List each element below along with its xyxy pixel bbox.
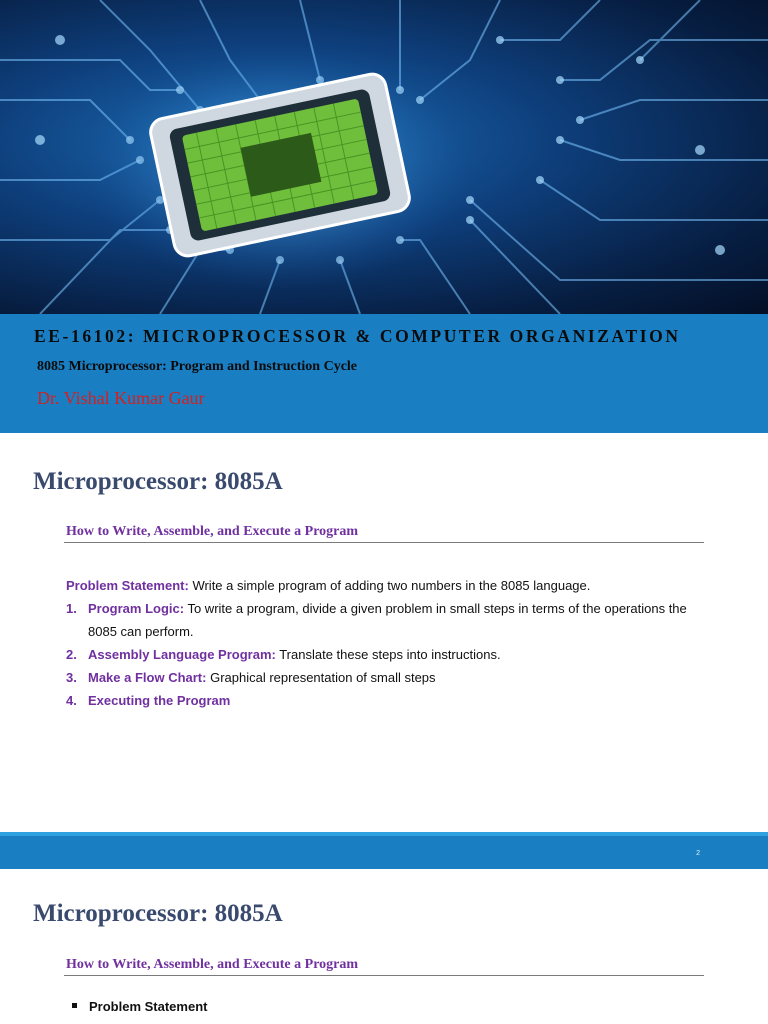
cpu-chip-illustration	[0, 0, 768, 314]
list-item	[88, 643, 688, 666]
list-item	[88, 689, 688, 712]
problem-label: Problem Statement:	[66, 578, 189, 593]
author-name: Dr. Vishal Kumar Gaur	[37, 388, 205, 408]
bullet-marker	[72, 1003, 77, 1008]
step-text: To write a program, divide a given problem in small steps in terms of the operations the 8085 can perform.	[88, 601, 687, 639]
list-item	[88, 666, 688, 689]
step-number: 1.	[66, 601, 77, 616]
step-number: 3.	[66, 670, 77, 685]
slide-subheading: How to Write, Assemble, and Execute a Program	[66, 524, 359, 539]
list-item	[88, 597, 688, 643]
step-text: Translate these steps into instructions.	[279, 647, 501, 662]
slide-heading: Microprocessor: 8085A	[33, 468, 283, 495]
divider-line	[64, 542, 704, 543]
problem-statement	[66, 574, 590, 597]
step-label: Executing the Program	[88, 693, 231, 708]
bullet-item: Problem Statement	[89, 999, 208, 1014]
step-number: 4.	[66, 693, 77, 708]
step-label: Make a Flow Chart:	[88, 670, 207, 685]
deck-subtitle: 8085 Microprocessor: Program and Instruction Cycle	[37, 359, 358, 374]
course-title: EE-16102: MICROPROCESSOR & COMPUTER ORGANIZATION	[34, 326, 681, 346]
slide-subheading: How to Write, Assemble, and Execute a Program	[66, 957, 359, 972]
circuit-board-image	[0, 0, 768, 314]
page-number: 2	[696, 850, 700, 857]
problem-text: Write a simple program of adding two numbers in the 8085 language.	[192, 578, 591, 593]
step-label: Program Logic:	[88, 601, 185, 616]
slide-footer	[0, 832, 768, 869]
step-text: Graphical representation of small steps	[210, 670, 436, 685]
divider-line	[64, 975, 704, 976]
step-number: 2.	[66, 647, 77, 662]
slide-heading: Microprocessor: 8085A	[33, 900, 283, 927]
step-label: Assembly Language Program:	[88, 647, 276, 662]
